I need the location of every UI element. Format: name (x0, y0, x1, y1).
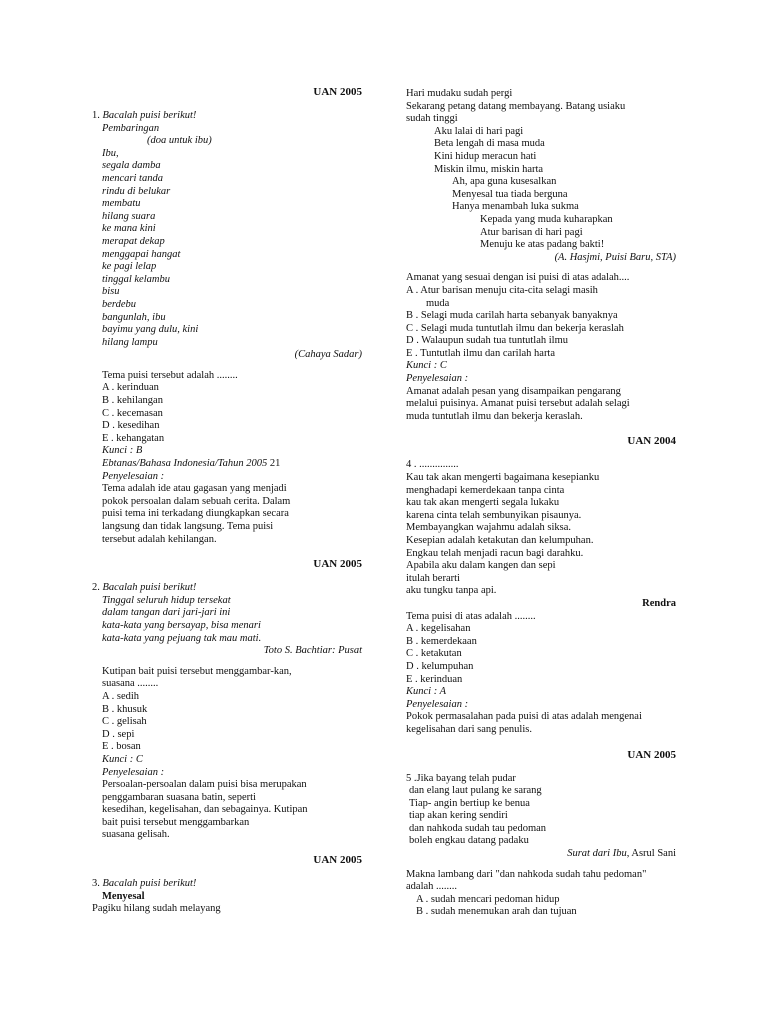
option-c: C . ketakutan (406, 648, 462, 660)
option-c: C . kecemasan (102, 407, 163, 419)
poem-lines: Kau tak akan mengerti bagaimana kesepianku menghadapi kemerdekaan tanpa cinta kau tak akan mengerti segala lukaku karena cinta telah sembunyikan pisaunya. Membayangkan wajahmu adalah siksa. Kesepian adalah ketakutan dan kelumpuhan. Engkau telah menjadi racun bagi darahku. Apabila aku dalam kangen dan sepi itulah berarti aku tungku tanpa api. (406, 472, 600, 597)
question-text: Makna lambang dari "dan nahkoda sudah tahu pedoman" adalah ........ (406, 868, 647, 893)
poem-line: kata-kata yang bersayap, bisa menari (102, 619, 261, 631)
option-a: A . sudah mencari pedoman hidup (416, 893, 560, 905)
poem-line: ke pagi lelap (102, 261, 157, 273)
option-d: D . Walaupun sudah tua tuntutlah ilmu (406, 335, 568, 347)
poem-line: hilang suara (102, 210, 156, 222)
poem-line: Jika bayang telah pudar (416, 772, 516, 784)
question-4 (406, 459, 676, 736)
option-e: E . bosan (102, 741, 141, 753)
option-a: A . Atur barisan menuju cita-cita selagi masih (406, 284, 598, 296)
poem-line: merapat dekap (102, 235, 165, 247)
poem-line: membatu (102, 198, 141, 210)
poem-line: hilang lampu (102, 336, 158, 348)
option-e: E . Tuntutlah ilmu dan carilah harta (406, 347, 556, 359)
poem-line: sudah tinggi (406, 113, 458, 125)
solution-label: Penyelesaian : (406, 698, 469, 710)
question-text: Tema puisi di atas adalah ........ (406, 610, 536, 622)
right-column (406, 88, 676, 919)
option-a-cont: muda (426, 297, 450, 309)
question-number: 3. (92, 878, 100, 890)
poem-line: bangunlah, ibu (102, 311, 166, 323)
poem-line: kata-kata yang pejuang tak mau mati. (102, 632, 262, 644)
poem-line: segala damba (102, 160, 161, 172)
option-b: B . sudah menemukan arah dan tujuan (416, 906, 577, 918)
poem-author: (A. Hasjmi, Puisi Baru, STA) (554, 251, 676, 263)
option-b: B . khusuk (102, 703, 148, 715)
question-text: Amanat yang sesuai dengan isi puisi di atas adalah.... (406, 272, 630, 284)
option-e: E . kerinduan (406, 673, 463, 685)
poem-line: mencari tanda (102, 172, 163, 184)
question-1 (92, 110, 362, 546)
section-header-q3: UAN 2005 (313, 854, 362, 867)
poem-line: bayimu yang dulu, kini (102, 324, 199, 336)
poem-lines (92, 148, 362, 350)
instruction: Bacalah puisi berikut! (102, 110, 197, 121)
option-b: B . kehilangan (102, 395, 163, 407)
option-a: A . kerinduan (102, 382, 159, 394)
option-c: C . gelisah (102, 716, 147, 728)
solution-label: Penyelesaian : (102, 766, 165, 778)
option-a: A . sedih (102, 690, 140, 702)
answer-key: Kunci : B (102, 445, 143, 457)
poem-line: bisu (102, 286, 120, 298)
poem-lines: dan elang laut pulang ke sarang Tiap- angin bertiup ke benua tiap akan kering sendiri dan nahkoda sudah tau pedoman boleh engkau datang padaku (409, 785, 547, 847)
question-5 (406, 773, 676, 920)
options (92, 691, 362, 754)
poem-line: Pagiku hilang sudah melayang (92, 903, 221, 915)
section-header-q2: UAN 2005 (313, 558, 362, 571)
poem-line: dalam tangan dari jari-jari ini (102, 607, 231, 619)
poem-stanza: Kepada yang muda kuharapkan Atur barisan di hari pagi Menuju ke atas padang bakti! (480, 213, 613, 251)
poem-line: tinggal kelambu (102, 273, 170, 285)
option-d: D . sepi (102, 728, 135, 740)
solution-text: Tema adalah ide atau gagasan yang menjadi pokok persoalan dalam sebuah cerita. Dalam puisi tema ini terkadang diungkapkan secara langsung dan tidak langsung. Tema puisi tersebut adalah kehilangan. (102, 483, 291, 545)
section-header-q1: UAN 2005 (313, 86, 362, 98)
question-3 (92, 878, 362, 916)
poem-line: menggapai hangat (102, 248, 181, 260)
poem-author: (Cahaya Sadar) (294, 349, 362, 361)
answer-key: Kunci : C (102, 753, 143, 765)
option-e: E . kehangatan (102, 432, 165, 444)
answer-key: Kunci : C (406, 360, 447, 372)
question-3-continued (406, 88, 676, 423)
option-d: D . kesedihan (102, 420, 160, 432)
options (406, 623, 676, 686)
question-text: Tema puisi tersebut adalah ........ (102, 369, 238, 381)
section-header-q4: UAN 2004 (627, 435, 676, 448)
solution-label: Penyelesaian : (102, 470, 165, 482)
options (406, 285, 676, 361)
poem-title: Menyesal (102, 890, 145, 902)
poem-title: Pembaringan (102, 122, 160, 134)
solution-text: Persoalan-persoalan dalam puisi bisa merupakan penggambaran suasana batin, seperti kesedihan, kegelisahan, dan sebagainya. Kutipan bait puisi tersebut menggambarkan suasana gelisah. (102, 779, 308, 841)
option-d: D . kelumpuhan (406, 660, 474, 672)
poem-line: Ibu, (102, 147, 119, 159)
poem-stanza: Aku lalai di hari pagi Beta lengah di masa muda Kini hidup meracun hati Miskin ilmu, miskin harta (434, 125, 545, 175)
question-text: Kutipan bait puisi tersebut menggambar-kan, suasana ........ (102, 665, 292, 690)
poem-author: Toto S. Bachtiar: Pusat (263, 645, 362, 657)
poem-line: Hari mudaku sudah pergi (406, 88, 513, 99)
option-a: A . kegelisahan (406, 623, 471, 635)
source-line: Ebtanas/Bahasa Indonesia/Tahun 2005 21 (102, 458, 281, 470)
poem-line: Tinggal seluruh hidup tersekat (102, 594, 231, 606)
poem-line: Sekarang petang datang membayang. Batang usiaku (406, 100, 626, 112)
question-2 (92, 582, 362, 842)
option-c: C . Selagi muda tuntutlah ilmu dan bekerja keraslah (406, 322, 624, 334)
question-number: 4 . (406, 459, 417, 471)
option-b: B . kemerdekaan (406, 635, 477, 647)
poem-line: ke mana kini (102, 223, 156, 235)
poem-dedication: (doa untuk ibu) (147, 135, 212, 147)
question-number: 1. (92, 110, 100, 121)
solution-text: Pokok permasalahan pada puisi di atas adalah mengenai kegelisahan dari sang penulis. (406, 711, 642, 735)
question-dots: ............... (419, 459, 459, 471)
question-number: 5 . (406, 772, 417, 784)
option-b: B . Selagi muda carilah harta sebanyak banyaknya (406, 310, 618, 322)
instruction: Bacalah puisi berikut! (102, 878, 197, 890)
page-number: 21 (269, 458, 281, 470)
answer-key: Kunci : A (406, 686, 447, 698)
poem-author: Surat dari Ibu, Asrul Sani (567, 848, 676, 860)
poem-author: Rendra (642, 597, 676, 609)
solution-text: Amanat adalah pesan yang disampaikan pengarang melalui puisinya. Amanat puisi tersebut adalah selagi muda tuntutlah ilmu dan bekerja keraslah. (406, 385, 630, 422)
section-header-q5: UAN 2005 (627, 748, 676, 761)
poem-stanza: Ah, apa guna kusesalkan Menyesal tua tiada berguna Hanya menambah luka sukma (452, 176, 579, 213)
solution-label: Penyelesaian : (406, 373, 469, 385)
instruction: Bacalah puisi berikut! (102, 582, 197, 594)
question-number: 2. (92, 582, 100, 594)
left-column (92, 86, 362, 916)
options (406, 894, 676, 919)
poem-lines (92, 595, 362, 645)
poem-line: rindu di belukar (102, 185, 171, 197)
poem-line: berdebu (102, 298, 137, 310)
options (92, 382, 362, 445)
